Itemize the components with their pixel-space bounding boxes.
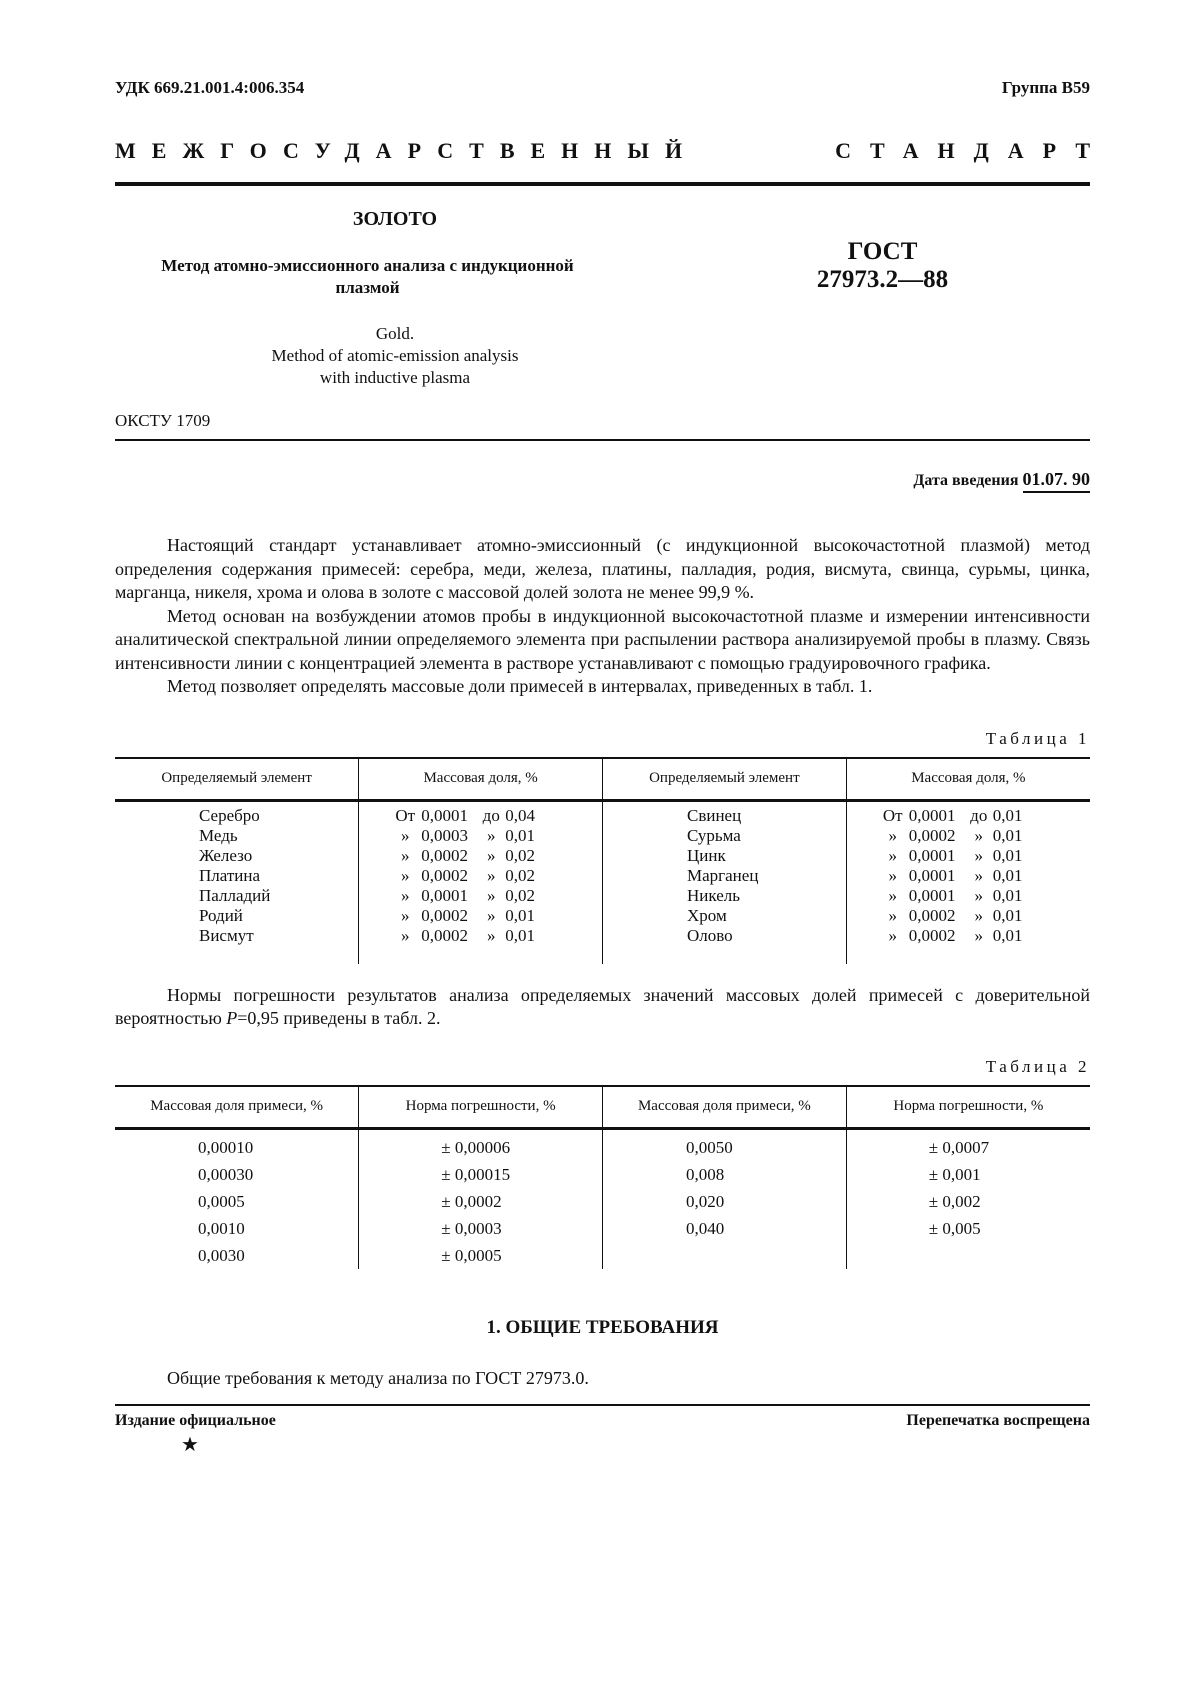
range-from: 0,0002 [421,845,468,865]
range-from: 0,0002 [421,905,468,925]
range-from: 0,0001 [421,885,468,905]
title-block [115,208,1090,389]
range-prefix: » [888,845,897,865]
impurity-fraction: 0,040 [686,1218,725,1238]
element-name: Серебро [199,805,260,825]
range-to: 0,01 [992,865,1023,885]
error-norm: ± 0,005 [928,1218,981,1238]
table-header-row [115,758,1090,801]
range-prefix: » [401,925,410,945]
range-prefix: » [888,905,897,925]
doc-subtitle: Метод атомно-эмиссионного анализа с индукционной плазмой [161,256,574,297]
range-to-word: » [974,825,983,845]
range-from: 0,0001 [908,865,956,885]
range-from: 0,0001 [908,805,956,825]
paragraph: Метод основан на возбуждении атомов пробы в индукционной высокочастотной плазме и измерении интенсивности аналитической спектральной линии определяемого элемента при распылении раствора анализируемой пробы в плазму. Связь интенсивности линии с концентрацией элемента в растворе устанавливают с помощью градуировочного графика. [115,605,1090,673]
range-to: 0,01 [992,825,1023,845]
footer-row [115,1412,1090,1430]
range-column [846,800,1090,964]
range-prefix: » [888,885,897,905]
element-name: Свинец [687,805,742,825]
impurity-fraction: 0,0005 [198,1191,245,1211]
range-to-word: » [487,825,496,845]
mass-fraction-range [877,846,1089,866]
element-column [603,800,847,964]
star-icon: ★ [181,1434,199,1456]
impurity-fraction: 0,00010 [198,1137,254,1157]
english-title [115,323,675,389]
range-to: 0,02 [505,885,535,905]
error-norm: ± 0,0003 [441,1218,502,1238]
range-to: 0,02 [505,865,535,885]
table-header-row [115,1086,1090,1129]
element-name: Сурьма [687,825,741,845]
range-prefix: От [395,805,416,825]
error-norm: ± 0,0007 [928,1137,990,1157]
range-to: 0,01 [992,905,1023,925]
range-to: 0,01 [992,885,1023,905]
element-name: Цинк [687,845,726,865]
error-norm: ± 0,00006 [441,1137,511,1157]
mass-fraction-range [877,866,1089,886]
range-to-word: до [970,805,988,825]
element-name: Висмут [199,925,254,945]
range-column [359,800,603,964]
reprint-prohibited-label: Перепечатка воспрещена [906,1412,1090,1429]
table-header-cell: Массовая доля, % [359,758,603,801]
udk-code: УДК 669.21.001.4:006.354 [115,78,305,97]
range-from: 0,0003 [421,825,468,845]
banner-rule [115,182,1090,186]
range-prefix: От [882,805,903,825]
english-title-line: Gold. [375,324,415,343]
banner-word-standard: СТАНДАРТ [835,138,1109,163]
english-title-line: Method of atomic-emission analysis [271,346,519,365]
error-norm: ± 0,0005 [441,1245,502,1265]
range-to: 0,04 [505,805,535,825]
header-row [115,78,1090,98]
range-from: 0,0001 [908,885,956,905]
title-left [115,208,675,389]
element-name: Родий [199,905,243,925]
impurity-fraction: 0,00030 [198,1164,254,1184]
section-title: 1. ОБЩИЕ ТРЕБОВАНИЯ [486,1316,719,1338]
impurity-fraction: 0,008 [686,1164,725,1184]
gost-number: 27973.2—88 [816,266,949,293]
intro-date-value: 01.07. 90 [1023,469,1091,493]
element-column [115,800,359,964]
mass-fraction-range [389,926,601,946]
doc-title: ЗОЛОТО [352,208,438,230]
element-name: Марганец [687,865,759,885]
table1-caption: Таблица 1 [985,728,1090,748]
range-from: 0,0002 [908,825,956,845]
range-to-word: » [974,905,983,925]
table-header-cell: Норма погрешности, % [846,1086,1090,1129]
intro-paragraphs [115,534,1090,699]
mass-fraction-range [389,906,601,926]
error-norm: ± 0,0002 [441,1191,502,1211]
banner-word-interstate: МЕЖГОСУДАРСТВЕННЫЙ [115,138,699,163]
range-from: 0,0002 [908,905,956,925]
range-to-word: » [487,925,496,945]
paragraph-table2-intro [115,984,1090,1031]
mass-fraction-range [389,866,601,886]
range-from: 0,0002 [908,925,956,945]
section-text: Общие требования к методу анализа по ГОСТ 27973.0. [167,1367,589,1388]
mass-fraction-range [877,886,1089,906]
range-to-word: » [974,885,983,905]
paragraph: Настоящий стандарт устанавливает атомно-эмиссионный (с индукционной высокочастотной плазмой) метод определения содержания примесей: серебра, меди, железа, платины, палладия, родия, висмута, свинца, сурьмы, цинка, марганца, никеля, хрома и олова в золоте с массовой долей золота не менее 99,9 %. [115,535,1090,602]
range-to: 0,01 [992,925,1023,945]
mass-fraction-range [389,886,601,906]
error-norm: ± 0,00015 [441,1164,511,1184]
range-prefix: » [401,865,410,885]
range-prefix: » [401,825,410,845]
table2-caption: Таблица 2 [985,1056,1090,1076]
element-name: Олово [687,925,733,945]
impurity-fraction: 0,0010 [198,1218,245,1238]
mass-fraction-range [877,906,1089,926]
gost-label: ГОСТ [847,238,918,265]
range-prefix: » [888,925,897,945]
range-to-word: » [487,885,496,905]
range-to-word: » [974,845,983,865]
mass-fraction-range [389,826,601,846]
error-column [359,1128,603,1269]
paragraph: Метод позволяет определять массовые доли примесей в интервалах, приведенных в табл. 1. [167,676,873,696]
probability-symbol: P [226,1008,238,1028]
official-edition-label: Издание официальное [115,1412,276,1429]
range-to-word: » [487,845,496,865]
range-to: 0,01 [992,805,1023,825]
standard-banner [115,138,1109,164]
range-prefix: » [401,845,410,865]
paragraph-text: =0,95 приведены в табл. 2. [237,1008,441,1028]
element-name: Платина [199,865,261,885]
mass-fraction-range [877,926,1089,946]
range-to-word: » [487,865,496,885]
element-name: Железо [199,845,253,865]
range-to-word: до [482,805,500,825]
fraction-column [603,1128,847,1269]
table-row [115,800,1090,964]
table-header-cell: Массовая доля, % [846,758,1090,801]
range-from: 0,0002 [421,865,468,885]
range-to: 0,01 [992,845,1023,865]
error-norm: ± 0,001 [928,1164,981,1184]
range-prefix: » [888,825,897,845]
error-norm: ± 0,002 [928,1191,981,1211]
range-to: 0,01 [505,825,535,845]
table-header-cell: Массовая доля примеси, % [115,1086,359,1129]
range-from: 0,0002 [421,925,468,945]
intro-date [115,469,1090,490]
range-prefix: » [888,865,897,885]
document-page [115,78,1109,1457]
group-code: Группа В59 [1001,78,1090,97]
okstu-rule [115,439,1090,441]
range-from: 0,0001 [421,805,468,825]
table-header-cell: Норма погрешности, % [359,1086,603,1129]
element-name: Медь [199,825,238,845]
mass-fraction-range [877,826,1089,846]
impurity-fraction: 0,020 [686,1191,725,1211]
table-header-cell: Массовая доля примеси, % [603,1086,847,1129]
range-to-word: » [487,905,496,925]
range-to: 0,01 [505,905,535,925]
table-header-cell: Определяемый элемент [603,758,847,801]
okstu-code: ОКСТУ 1709 [115,411,211,430]
paragraph-text: Нормы погрешности результатов анализа определяемых значений массовых долей примесей с доверительной вероятностью [115,984,1090,1028]
range-to: 0,01 [505,925,535,945]
range-to-word: » [974,865,983,885]
mass-fraction-range [389,846,601,866]
element-name: Никель [687,885,740,905]
fraction-column [115,1128,359,1269]
range-to-word: » [974,925,983,945]
element-name: Хром [687,905,727,925]
range-from: 0,0001 [908,845,956,865]
range-prefix: » [401,885,410,905]
error-column [846,1128,1090,1269]
footer-rule [115,1404,1090,1406]
table1 [115,757,1090,964]
mass-fraction-range [389,806,601,826]
intro-date-label: Дата введения [913,472,1019,489]
range-prefix: » [401,905,410,925]
range-to: 0,02 [505,845,535,865]
english-title-line: with inductive plasma [319,368,471,387]
mass-fraction-range [877,806,1089,826]
element-name: Палладий [199,885,271,905]
table2 [115,1085,1090,1269]
impurity-fraction: 0,0050 [686,1137,733,1157]
gost-designation [675,208,1090,389]
table-row [115,1128,1090,1269]
table-header-cell: Определяемый элемент [115,758,359,801]
impurity-fraction: 0,0030 [198,1245,245,1265]
